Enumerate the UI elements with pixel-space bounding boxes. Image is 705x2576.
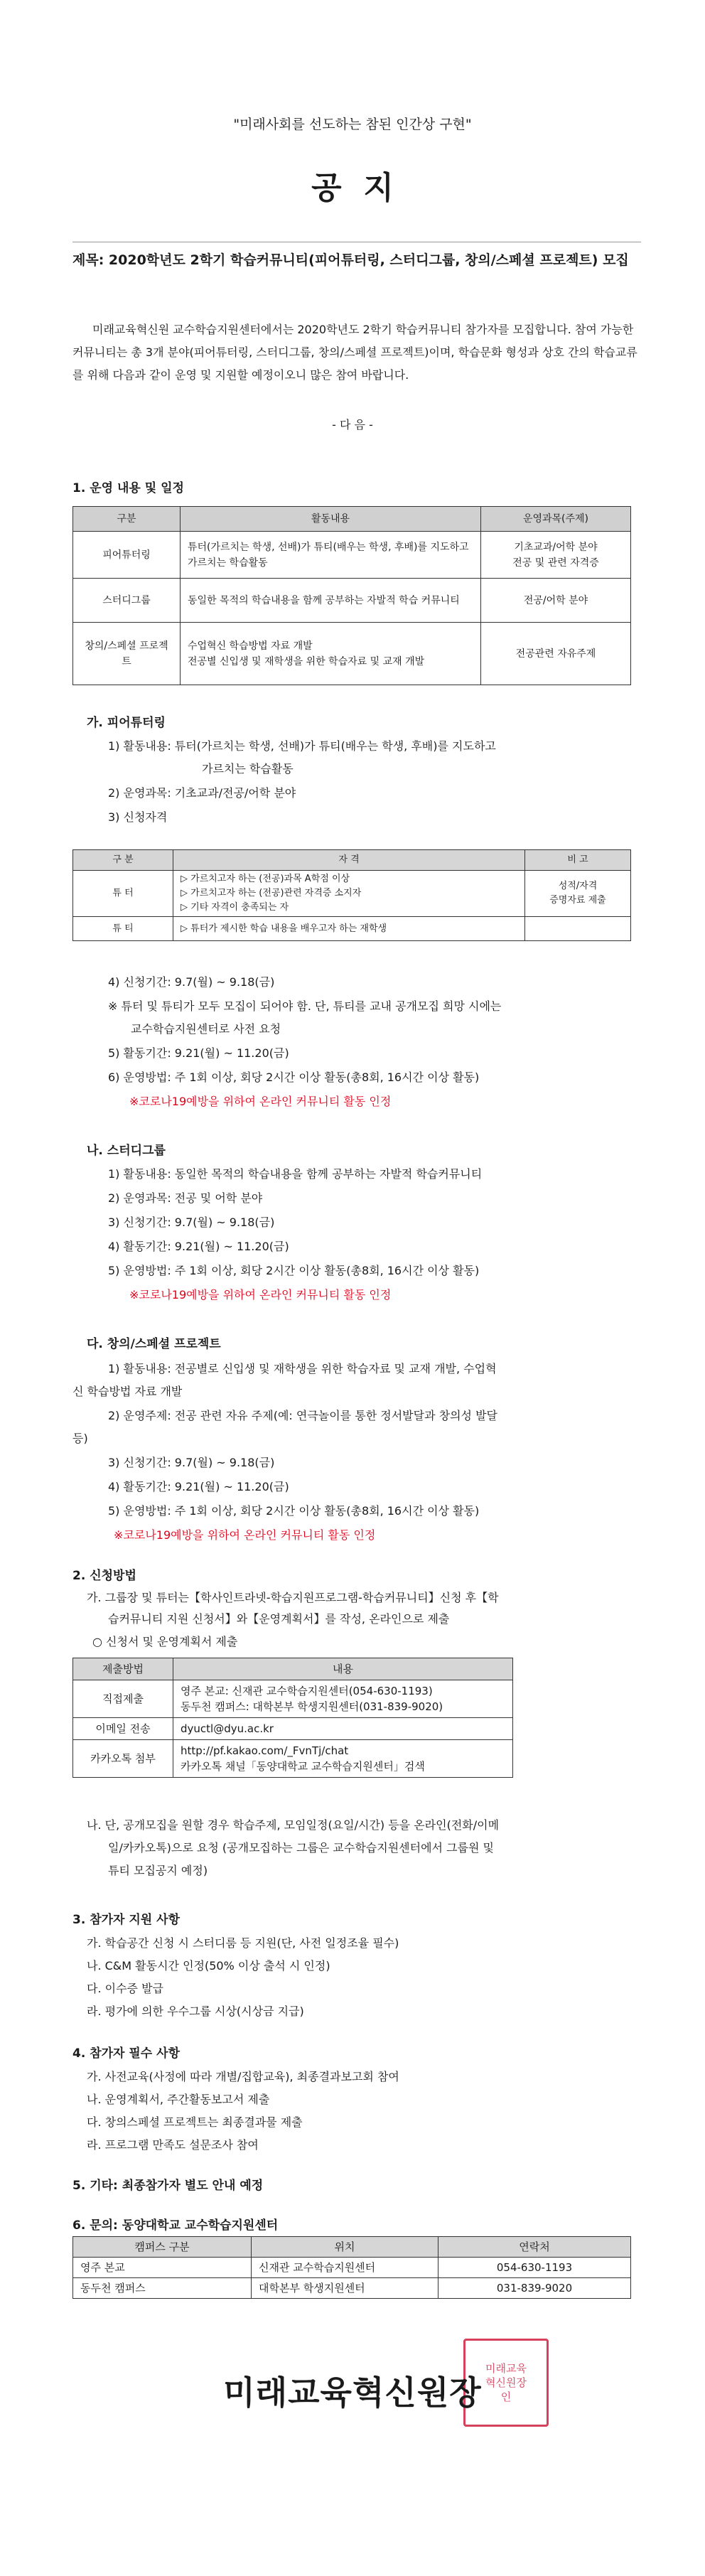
section-4-heading: 4. 참가자 필수 사항 xyxy=(72,2046,180,2061)
table-row xyxy=(73,623,631,685)
table-row xyxy=(73,532,631,579)
table-row xyxy=(73,917,631,941)
section-divider-label: - 다 음 - xyxy=(332,418,373,431)
section-3-heading: 3. 참가자 지원 사항 xyxy=(72,1913,180,1927)
list-item: 라. 평가에 의한 우수그룹 시상(시상금 지급) xyxy=(87,2005,304,2018)
table-cell: 신재관 교수학습지원센터 xyxy=(252,2258,438,2278)
text-line: 등) xyxy=(72,1432,88,1445)
creative-project-heading: 다. 창의/스페셜 프로젝트 xyxy=(87,1337,221,1351)
column-header: 구 분 xyxy=(73,850,173,871)
text-line: 5) 활동기간: 9.21(월) ~ 11.20(금) xyxy=(108,1046,289,1060)
table-cell: http://pf.kakao.com/_FvnTj/chat 카카오톡 채널「동양대학교 교수학습지원센터」검색 xyxy=(173,1740,513,1778)
text-line: 가. 그룹장 및 튜터는【학사인트라넷-학습지원프로그램-학습커뮤니티】신청 후【학 xyxy=(87,1591,499,1604)
submission-table xyxy=(72,1658,513,1778)
qualification-line: ▷ 가르치고자 하는 (전공)과목 A학점 이상 xyxy=(181,874,350,884)
peer-tutoring-heading: 가. 피어튜터링 xyxy=(87,716,166,730)
page-title: 공 지 xyxy=(311,170,394,206)
table-cell: 전공/어학 분야 xyxy=(481,579,631,623)
column-header: 제출방법 xyxy=(73,1658,173,1680)
table-cell: 이메일 전송 xyxy=(73,1718,173,1740)
text-line: 나. 단, 공개모집을 원할 경우 학습주제, 모임일정(요일/시간) 등을 온라인(전화/이메 xyxy=(87,1818,500,1832)
section-2-heading: 2. 신청방법 xyxy=(72,1569,136,1583)
column-header: 위치 xyxy=(252,2237,438,2258)
column-header: 연락처 xyxy=(438,2237,631,2258)
text-line: 5) 운영방법: 주 1회 이상, 회당 2시간 이상 활동(총8회, 16시간 이상 활동) xyxy=(108,1264,480,1277)
section-6-heading: 6. 문의: 동양대학교 교수학습지원센터 xyxy=(72,2218,279,2233)
text-line: 1) 활동내용: 튜터(가르치는 학생, 선배)가 튜티(배우는 학생, 후배)를 지도하고 xyxy=(108,739,496,753)
section-5-heading: 5. 기타: 최종참가자 별도 안내 예정 xyxy=(72,2179,264,2193)
covid-notice: ※코로나19예방을 위하여 온라인 커뮤니티 활동 인정 xyxy=(129,1095,392,1108)
text-line: 3) 신청기간: 9.7(월) ~ 9.18(금) xyxy=(108,1215,275,1229)
column-header: 캠퍼스 구분 xyxy=(73,2237,252,2258)
table-row xyxy=(73,579,631,623)
table-cell: 동일한 목적의 학습내용을 함께 공부하는 자발적 학습 커뮤니티 xyxy=(181,579,481,623)
column-header: 활동내용 xyxy=(181,507,481,532)
table-cell: 스터디그룹 xyxy=(73,579,181,623)
text-line: 4) 신청기간: 9.7(월) ~ 9.18(금) xyxy=(108,975,275,989)
text-line: 교수학습지원센터로 사전 요청 xyxy=(131,1022,281,1036)
table-cell: 창의/스페셜 프로젝트 xyxy=(73,623,181,685)
column-header: 운영과목(주제) xyxy=(481,507,631,532)
list-item: 가. 사전교육(사정에 따라 개별/집합교육), 최종결과보고회 참여 xyxy=(87,2070,399,2083)
table-row xyxy=(73,1718,513,1740)
list-item: 다. 이수증 발급 xyxy=(87,1982,163,1995)
intro-paragraph: 미래교육혁신원 교수학습지원센터에서는 2020학년도 2학기 학습커뮤니티 참가자를 모집합니다. 참여 가능한 커뮤니티는 총 3개 분야(피어튜터링, 스터디그룹, 창의/스페셜 프로젝트)이며, 학습문화 형성과 상호 간의 학습교류를 위해 다음과 같이 운영 및 지원할 예정이오니 많은 참여 바랍니다. xyxy=(72,323,637,382)
table-cell: 기초교과/어학 분야 전공 및 관련 자격증 xyxy=(481,532,631,579)
text-line: 신 학습방법 자료 개발 xyxy=(72,1385,183,1398)
text-line: 2) 운영과목: 전공 및 어학 분야 xyxy=(108,1191,263,1205)
text-line: 4) 활동기간: 9.21(월) ~ 11.20(금) xyxy=(108,1240,289,1253)
text-line: 5) 운영방법: 주 1회 이상, 회당 2시간 이상 활동(총8회, 16시간 이상 활동) xyxy=(108,1504,480,1518)
column-header: 비 고 xyxy=(525,850,631,871)
covid-notice: ※코로나19예방을 위하여 온라인 커뮤니티 활동 인정 xyxy=(129,1288,392,1302)
table-row xyxy=(73,871,631,917)
column-header: 자 격 xyxy=(173,850,525,871)
qualification-line: ▷ 가르치고자 하는 (전공)관련 자격증 소지자 xyxy=(181,888,362,898)
list-item: 가. 학습공간 신청 시 스터디룸 등 지원(단, 사전 일정조율 필수) xyxy=(87,1936,399,1950)
text-line: 1) 활동내용: 전공별로 신입생 및 재학생을 위한 학습자료 및 교재 개발, 수업혁 xyxy=(108,1362,497,1375)
table-cell: 튜 터 xyxy=(73,871,173,917)
text-line: ○ 신청서 및 운영계획서 제출 xyxy=(92,1635,238,1648)
operation-table xyxy=(72,506,631,685)
section-1-heading: 1. 운영 내용 및 일정 xyxy=(72,481,184,495)
contact-table xyxy=(72,2236,631,2299)
text-line: 4) 활동기간: 9.21(월) ~ 11.20(금) xyxy=(108,1480,289,1493)
slogan: "미래사회를 선도하는 참된 인간상 구현" xyxy=(233,117,472,132)
table-cell: 영주 본교 xyxy=(73,2258,252,2278)
table-cell: 성적/자격 증명자료 제출 xyxy=(525,871,631,917)
text-line: 1) 활동내용: 동일한 목적의 학습내용을 함께 공부하는 자발적 학습커뮤니티 xyxy=(108,1167,483,1181)
text-line: 3) 신청자격 xyxy=(108,810,168,824)
table-row xyxy=(73,2258,631,2278)
table-cell xyxy=(173,871,525,917)
table-cell: ▷ 튜터가 제시한 학습 내용을 배우고자 하는 재학생 xyxy=(173,917,525,941)
table-row xyxy=(73,1680,513,1718)
text-line: 튜티 모집공지 예정) xyxy=(108,1864,208,1877)
column-header: 내용 xyxy=(173,1658,513,1680)
column-header: 구분 xyxy=(73,507,181,532)
list-item: 라. 프로그램 만족도 설문조사 참여 xyxy=(87,2138,259,2152)
list-item: 다. 창의스페셜 프로젝트는 최종결과물 제출 xyxy=(87,2115,303,2129)
table-cell: dyuctl@dyu.ac.kr xyxy=(173,1718,513,1740)
table-row xyxy=(73,1740,513,1778)
text-line: 가르치는 학습활동 xyxy=(202,762,294,776)
table-cell: 튜 티 xyxy=(73,917,173,941)
covid-notice: ※코로나19예방을 위하여 온라인 커뮤니티 활동 인정 xyxy=(114,1528,376,1542)
table-cell xyxy=(525,917,631,941)
text-line: 일/카카오톡)으로 요청 (공개모집하는 그룹은 교수학습지원센터에서 그룹원 및 xyxy=(108,1841,494,1855)
text-line: 2) 운영주제: 전공 관련 자유 주제(예: 연극놀이를 통한 정서발달과 창의성 발달 xyxy=(108,1409,497,1422)
text-line: 6) 운영방법: 주 1회 이상, 회당 2시간 이상 활동(총8회, 16시간 이상 활동) xyxy=(108,1070,480,1084)
table-cell: 전공관련 자유주제 xyxy=(481,623,631,685)
table-cell: 동두천 캠퍼스 xyxy=(73,2278,252,2299)
text-line: 3) 신청기간: 9.7(월) ~ 9.18(금) xyxy=(108,1456,275,1469)
text-line: 2) 운영과목: 기초교과/전공/어학 분야 xyxy=(108,786,296,800)
table-cell: 피어튜터링 xyxy=(73,532,181,579)
table-cell: 카카오톡 첨부 xyxy=(73,1740,173,1778)
table-cell: 튜터(가르치는 학생, 선배)가 튜티(배우는 학생, 후배)를 지도하고 가르치는 학습활동 xyxy=(181,532,481,579)
study-group-heading: 나. 스터디그룹 xyxy=(87,1144,166,1158)
table-cell: 031-839-9020 xyxy=(438,2278,631,2299)
table-row xyxy=(73,2278,631,2299)
qualification-line: ▷ 기타 자격이 충족되는 자 xyxy=(181,902,289,913)
table-cell: 영주 본교: 신재관 교수학습지원센터(054-630-1193) 동두천 캠퍼스: 대학본부 학생지원센터(031-839-9020) xyxy=(173,1680,513,1718)
table-cell: 직접제출 xyxy=(73,1680,173,1718)
table-cell: 대학본부 학생지원센터 xyxy=(252,2278,438,2299)
notice-subject: 제목: 2020학년도 2학기 학습커뮤니티(피어튜터링, 스터디그룹, 창의/스페셜 프로젝트) 모집 xyxy=(72,242,641,274)
text-line: ※ 튜터 및 튜티가 모두 모집이 되어야 함. 단, 튜티를 교내 공개모집 희망 시에는 xyxy=(108,999,502,1013)
table-cell: 054-630-1193 xyxy=(438,2258,631,2278)
list-item: 나. C&M 활동시간 인정(50% 이상 출석 시 인정) xyxy=(87,1959,330,1973)
list-item: 나. 운영계획서, 주간활동보고서 제출 xyxy=(87,2093,270,2106)
eligibility-table xyxy=(72,849,631,941)
seal-text: 미래교육혁신원장인 xyxy=(485,2362,527,2403)
signer-name: 미래교육혁신원장 xyxy=(223,2373,482,2412)
table-cell: 수업혁신 학습방법 자료 개발 전공별 신입생 및 재학생을 위한 학습자료 및 교재 개발 xyxy=(181,623,481,685)
text-line: 습커뮤니티 지원 신청서】와【운영계획서】를 작성, 온라인으로 제출 xyxy=(108,1612,450,1626)
